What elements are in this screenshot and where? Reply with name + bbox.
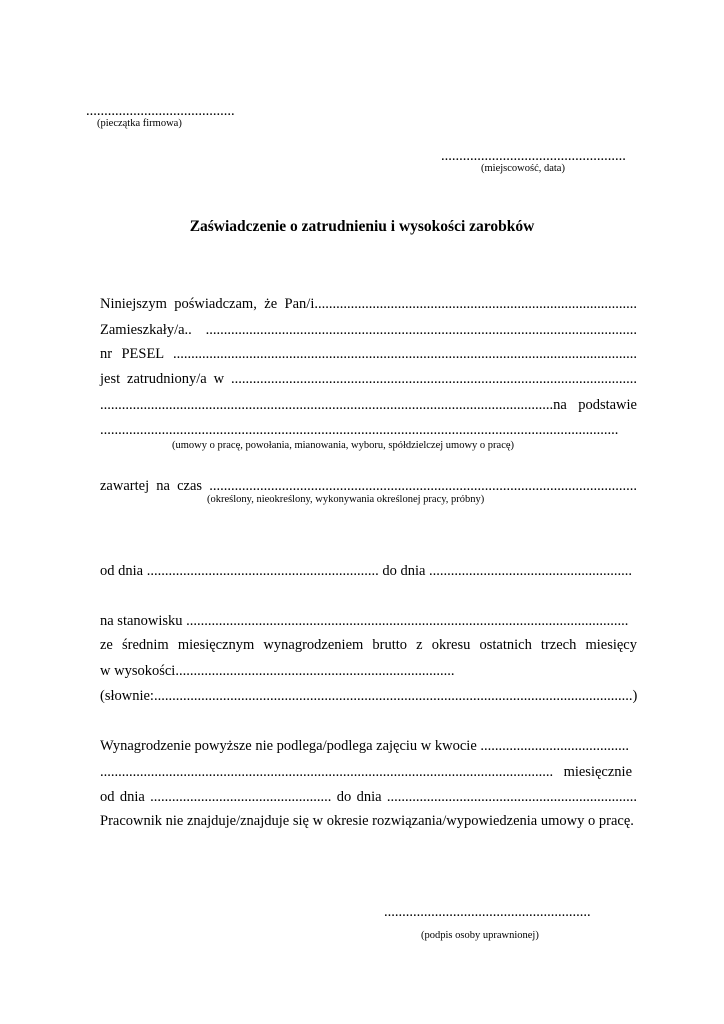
company-stamp-caption: (pieczątka firmowa) — [97, 118, 182, 129]
date-range-line: od dnia ................................................................ do dnia ........................................................ — [100, 563, 633, 579]
position-line: na stanowisku .......................................................................................................................... — [100, 613, 629, 629]
garnishment-line: Wynagrodzenie powyższe nie podlega/podlega zajęciu w kwocie ......................................... — [100, 738, 630, 754]
employee-name-line: Niniejszym poświadczam, że Pan/i......................................................................................... — [100, 296, 637, 312]
residence-line: Zamieszkały/a.. ....................................................................................................................... — [100, 322, 637, 338]
basis-line: .............................................................................................................................na podstawie — [100, 397, 637, 413]
contract-period-caption: (określony, nieokreślony, wykonywania określonej pracy, próbny) — [207, 494, 485, 505]
salary-amount-line: w wysokości............................................................................. — [100, 663, 455, 679]
page-title: Zaświadczenie o zatrudnieniu i wysokości zarobków — [189, 218, 535, 235]
place-date-caption: (miejscowość, data) — [481, 163, 565, 174]
contract-period-line: zawartej na czas ...................................................................................................................... — [100, 478, 637, 494]
contract-type-line: ............................................................................................................................................... — [100, 422, 619, 438]
place-date-line: ................................................... — [441, 148, 626, 164]
signature-line: ......................................................... — [384, 904, 591, 920]
garnishment-dates-line: od dnia .................................................. do dnia ..................................................................... — [100, 789, 637, 805]
salary-description-line: ze średnim miesięcznym wynagrodzeniem brutto z okresu ostatnich trzech miesięcy — [100, 637, 637, 653]
pesel-line: nr PESEL ................................................................................................................................ — [100, 346, 637, 362]
signature-caption: (podpis osoby uprawnionej) — [421, 930, 539, 941]
salary-in-words-line: (słownie:....................................................................................................................................) — [100, 688, 638, 704]
contract-type-caption: (umowy o pracę, powołania, mianowania, wyboru, spółdzielczej umowy o pracę) — [172, 440, 515, 451]
termination-status-line: Pracownik nie znajduje/znajduje się w okresie rozwiązania/wypowiedzenia umowy o pracę. — [100, 813, 634, 829]
company-stamp-line: ......................................... — [86, 103, 235, 119]
monthly-line: ............................................................................................................................. miesięcznie — [100, 764, 632, 780]
employer-line: jest zatrudniony/a w ................................................................................................................ — [100, 371, 637, 387]
